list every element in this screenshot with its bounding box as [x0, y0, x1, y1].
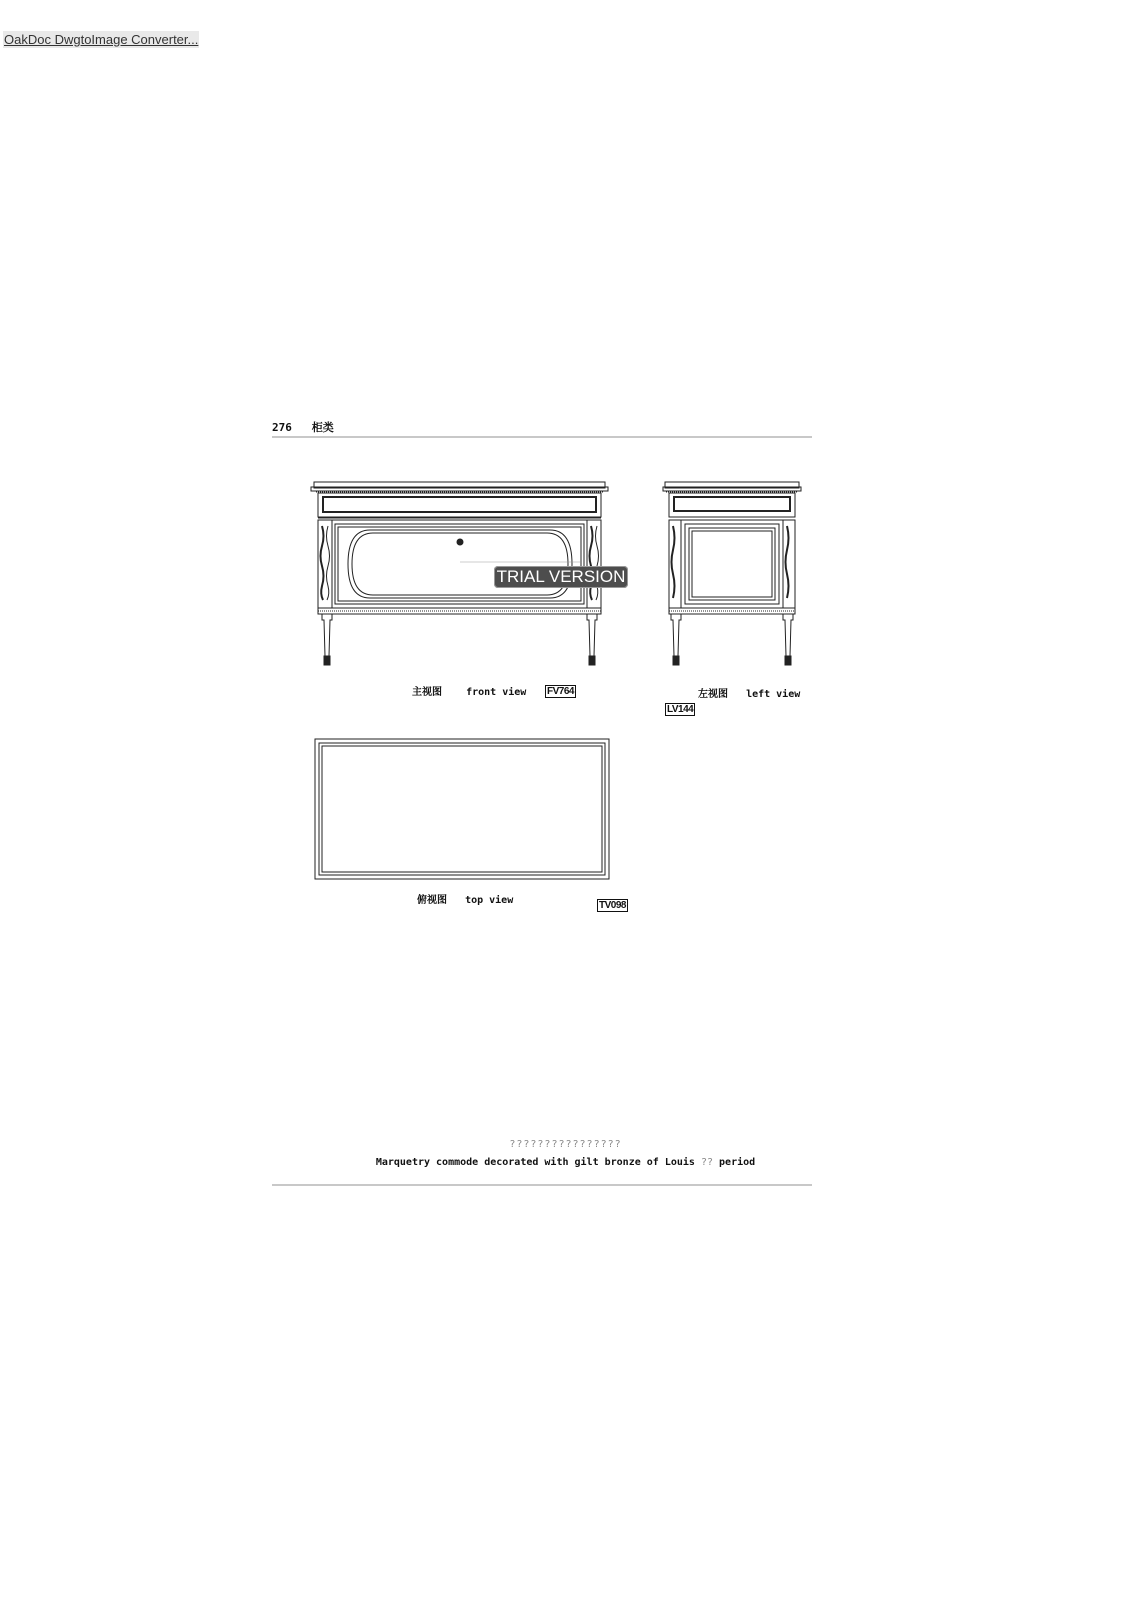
footer-rule [272, 1184, 812, 1186]
left-view-caption [698, 685, 800, 700]
trial-watermark: TRIAL VERSION [494, 566, 628, 588]
top-view-en: top view [465, 895, 514, 906]
top-view-drawing [314, 738, 610, 880]
page-header [272, 419, 334, 435]
title-en-unknown: ?? [700, 1157, 713, 1168]
left-view-en: left view [746, 689, 801, 700]
left-view-tag: LV144 [667, 704, 694, 715]
top-view-tag: TV098 [599, 900, 626, 911]
top-view-caption [417, 891, 513, 906]
left-view-drawing [662, 478, 802, 673]
title-en-main: Marquetry commode decorated with gilt bronze of Louis [375, 1157, 695, 1168]
title-en [0, 1157, 1131, 1168]
front-view-en: front view [466, 687, 527, 698]
front-view-caption [412, 683, 526, 698]
page-number: 276 [272, 421, 292, 434]
front-view-cn: 主视图 [412, 687, 442, 698]
section-title: 柜类 [311, 421, 334, 434]
front-view-tag: FV764 [547, 686, 574, 697]
converter-link[interactable]: OakDoc DwgtoImage Converter... [4, 32, 199, 47]
header-rule [272, 436, 812, 438]
title-cn-placeholder: ???????????????? [509, 1139, 622, 1150]
title-en-period: period [719, 1157, 756, 1168]
left-view-cn: 左视图 [698, 689, 728, 700]
top-view-cn: 俯视图 [417, 895, 447, 906]
